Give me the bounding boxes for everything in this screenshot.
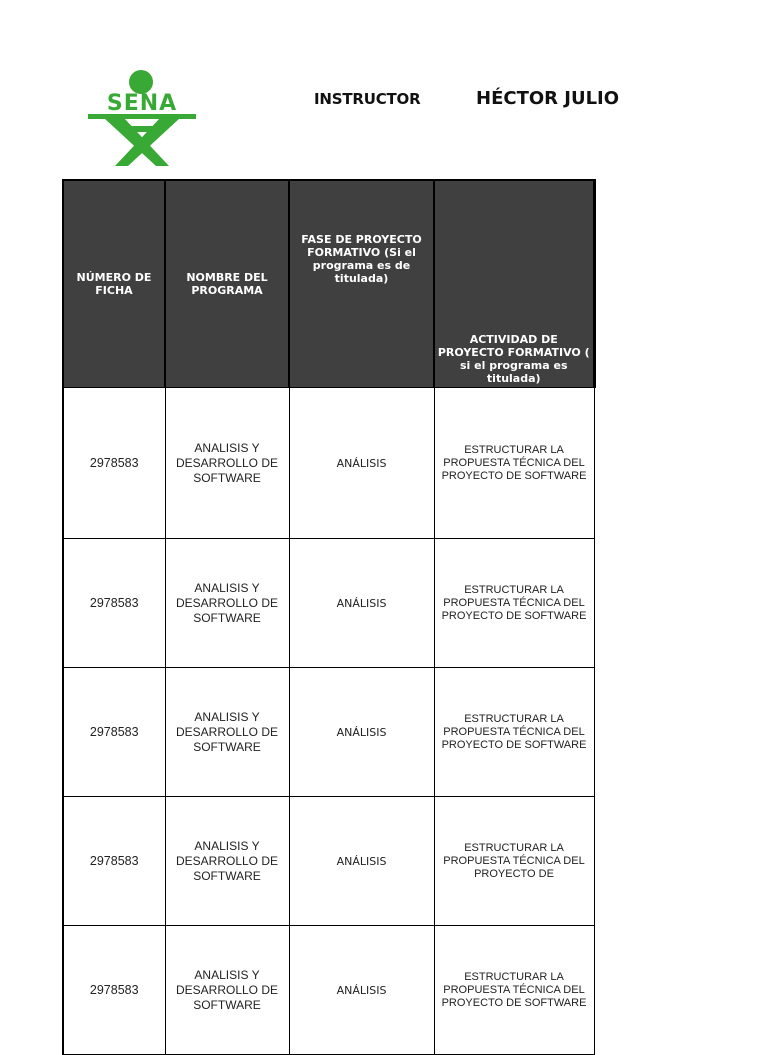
instructor-name: HÉCTOR JULIO bbox=[476, 88, 620, 109]
sena-logo-icon bbox=[84, 70, 200, 170]
instructor-label: INSTRUCTOR bbox=[314, 90, 421, 108]
cell-ficha: 2978583 bbox=[63, 539, 165, 668]
cell-actividad: ESTRUCTURAR LA PROPUESTA TÉCNICA DEL PROYECTO DE SOFTWARE bbox=[434, 388, 594, 539]
table-row bbox=[63, 926, 594, 1055]
table-row bbox=[63, 388, 594, 539]
activities-table-container bbox=[62, 179, 593, 1012]
table-row bbox=[63, 668, 594, 797]
cell-ficha: 2978583 bbox=[63, 668, 165, 797]
cell-fase: ANÁLISIS bbox=[289, 926, 434, 1055]
column-header-actividad: ACTIVIDAD DE PROYECTO FORMATIVO ( si el programa es titulada) bbox=[434, 180, 594, 388]
cell-actividad: ESTRUCTURAR LA PROPUESTA TÉCNICA DEL PROYECTO DE SOFTWARE bbox=[434, 539, 594, 668]
cell-programa: ANALISIS Y DESARROLLO DE SOFTWARE bbox=[165, 539, 289, 668]
table-header-row bbox=[63, 180, 594, 388]
cell-fase: ANÁLISIS bbox=[289, 539, 434, 668]
cell-ficha: 2978583 bbox=[63, 388, 165, 539]
cell-fase: ANÁLISIS bbox=[289, 388, 434, 539]
logo-text: SENA bbox=[106, 91, 178, 116]
column-header-programa: NOMBRE DEL PROGRAMA bbox=[165, 180, 289, 388]
table-row bbox=[63, 797, 594, 926]
cell-actividad: ESTRUCTURAR LA PROPUESTA TÉCNICA DEL PROYECTO DE SOFTWARE bbox=[434, 926, 594, 1055]
cell-programa: ANALISIS Y DESARROLLO DE SOFTWARE bbox=[165, 668, 289, 797]
table-row bbox=[63, 539, 594, 668]
cell-programa: ANALISIS Y DESARROLLO DE SOFTWARE bbox=[165, 797, 289, 926]
cell-actividad: ESTRUCTURAR LA PROPUESTA TÉCNICA DEL PROYECTO DE SOFTWARE bbox=[434, 668, 594, 797]
cell-fase: ANÁLISIS bbox=[289, 668, 434, 797]
activities-table bbox=[62, 179, 596, 1055]
cell-programa: ANALISIS Y DESARROLLO DE SOFTWARE bbox=[165, 388, 289, 539]
column-header-ficha: NÚMERO DE FICHA bbox=[63, 180, 165, 388]
cell-ficha: 2978583 bbox=[63, 797, 165, 926]
cell-fase: ANÁLISIS bbox=[289, 797, 434, 926]
column-header-fase: FASE DE PROYECTO FORMATIVO (Si el programa es de titulada) bbox=[289, 180, 434, 388]
cell-programa: ANALISIS Y DESARROLLO DE SOFTWARE bbox=[165, 926, 289, 1055]
sena-logo bbox=[84, 70, 200, 170]
cell-actividad: ESTRUCTURAR LA PROPUESTA TÉCNICA DEL PROYECTO DE bbox=[434, 797, 594, 926]
cell-ficha: 2978583 bbox=[63, 926, 165, 1055]
